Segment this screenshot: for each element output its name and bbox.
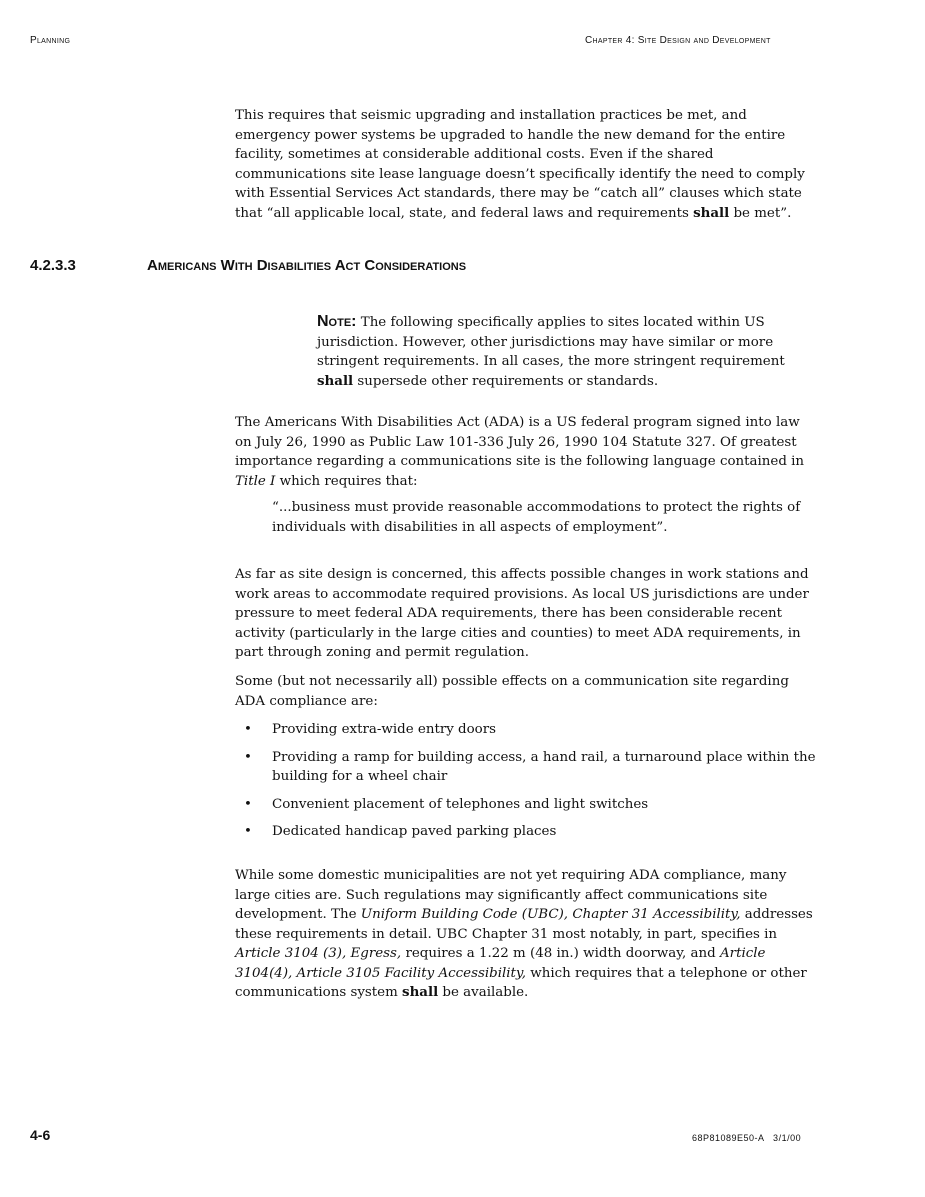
bullet-icon: •	[244, 796, 252, 812]
closing-paragraph: While some domestic municipalities are not yet requiring ADA compliance, many large cities are. Such regulations may significantly affect communications site development. The Uniform Building Code (UBC), Chapter 31 Accessibility, addresses these requirements in detail. UBC Chapter 31 most notably, in part, specifies in Article 3104 (3), Egress, requires a 1.22 m (48 in.) width doorway, and Article 3104(4), Article 3105 Facility Accessibility, which requires that a telephone or other communications system shall be available.	[235, 868, 813, 1000]
ada-text: The Americans With Disabilities Act (ADA) is a US federal program signed into law on July 26, 1990 as Public Law 101-336 July 26, 1990 104 Statute 327. Of greatest importance regarding a communications site is the following language contained in	[235, 415, 805, 469]
effects-list	[235, 720, 820, 850]
list-item: • Providing extra-wide entry doors	[235, 720, 820, 740]
bullet-icon: •	[244, 749, 252, 765]
intro-bold: shall	[693, 204, 730, 221]
bullet-icon: •	[244, 824, 252, 839]
section-number: 4.2.3.3	[30, 257, 76, 274]
intro-paragraph	[235, 106, 820, 223]
document-id: 68P81089E50-A 3/1/00	[692, 1133, 802, 1143]
effects-intro-paragraph: Some (but not necessarily all) possible effects on a communication site regarding ADA compliance are:	[235, 674, 789, 709]
running-header-left: Planning	[30, 35, 71, 46]
page-number: 4-6	[30, 1127, 51, 1143]
ada-after: which requires that:	[275, 473, 418, 489]
note-paragraph	[317, 312, 817, 391]
intro-after: be met”.	[729, 205, 792, 221]
list-item: • Convenient placement of telephones and light switches	[235, 795, 820, 815]
ada-paragraph	[235, 413, 820, 491]
block-quote: “...business must provide reasonable accommodations to protect the rights of individuals with disabilities in all aspects of employment”.	[272, 500, 801, 535]
note-text: The following specifically applies to sites located within US jurisdiction. However, other jurisdictions may have similar or more stringent requirements. In all cases, the more stringent requirement	[317, 315, 785, 369]
intro-text: This requires that seismic upgrading and installation practices be met, and emergency power systems be upgraded to handle the new demand for the entire facility, sometimes at considerable additional costs. Even if the shared communications site lease language doesn’t specifically identify the need to comply with Essential Services Act standards, there may be “catch all” clauses which state that “all applicable local, state, and federal laws and requirements	[235, 108, 805, 221]
note-label: Note:	[317, 313, 357, 330]
section-title: Americans With Disabilities Act Considerations	[147, 257, 467, 274]
running-header-right: Chapter 4: Site Design and Development	[585, 35, 771, 46]
list-item: • Providing a ramp for building access, a hand rail, a turnaround place within the building for a wheel chair	[244, 749, 816, 784]
bullet-icon: •	[244, 722, 252, 737]
note-bold: shall	[317, 372, 354, 389]
site-design-paragraph: As far as site design is concerned, this affects possible changes in work stations and work areas to accommodate required provisions. As local US jurisdictions are under pressure to meet federal ADA requirements, there has been considerable recent activity (particularly in the large cities and counties) to meet ADA requirements, in part through zoning and permit regulation.	[235, 567, 809, 660]
note-after: supersede other requirements or standards.	[353, 373, 659, 389]
list-item: • Dedicated handicap paved parking places	[235, 822, 820, 842]
ada-italic: Title I	[235, 473, 276, 489]
